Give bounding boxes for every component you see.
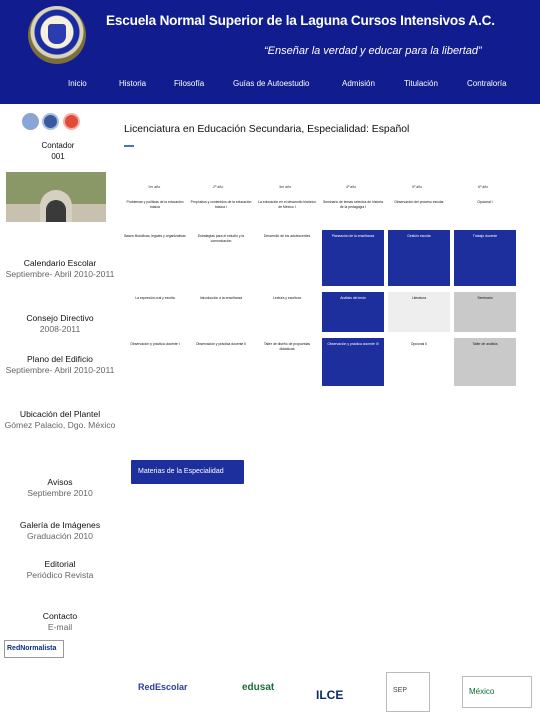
curriculum-cell: Propósitos y contenidos de la educación básica I (190, 200, 252, 209)
main-nav (0, 74, 540, 104)
curriculum-cell: Problemas y políticas de la educación básica (126, 200, 184, 209)
materias-especialidad-button[interactable]: Materias de la Especialidad (131, 460, 244, 484)
partner-logos (0, 636, 540, 720)
sidebar-ubicacion[interactable]: Ubicación del Plantel Gómez Palacio, Dgo. México (4, 409, 116, 430)
ilce-logo[interactable]: ILCE (316, 688, 344, 702)
sidebar-avisos[interactable]: Avisos Septiembre 2010 (27, 477, 93, 498)
sep-logo[interactable]: SEP (386, 672, 430, 712)
curriculum-cell: Literatura (388, 292, 450, 332)
semester-2: 2º año (213, 185, 224, 189)
sidebar-contacto[interactable]: Contacto E-mail (42, 611, 78, 632)
facebook-icon[interactable] (22, 113, 39, 130)
sidebar-calendario[interactable]: Calendario Escolar Septiembre- Abril 2010-2011 (5, 258, 115, 279)
curriculum-cell: Taller de análisis (454, 338, 516, 386)
mexico-logo[interactable]: México (462, 676, 532, 708)
heading-underline (124, 145, 134, 147)
counter-value: 001 (51, 152, 65, 161)
curriculum-cell: Observación del proceso escolar (394, 200, 444, 204)
twitter-icon[interactable] (42, 113, 59, 130)
school-logo (28, 6, 86, 64)
nav-inicio[interactable]: Inicio (68, 79, 87, 88)
curriculum-cell: Taller de diseño de propuestas didácticas (263, 342, 311, 351)
nav-historia[interactable]: Historia (119, 79, 147, 88)
curriculum-cell: Introducción a la enseñanza (199, 296, 243, 300)
sidebar-plano[interactable]: Plano del Edificio Septiembre- Abril 2010-2011 (5, 354, 115, 375)
sidebar-consejo[interactable]: Consejo Directivo 2008-2011 (26, 313, 94, 334)
visit-counter (32, 140, 84, 162)
semester-1: 1er año (148, 185, 161, 189)
nav-contraloria[interactable]: Contraloría (467, 79, 507, 88)
sidebar-galeria[interactable]: Galería de Imágenes Graduación 2010 (19, 520, 101, 541)
sidebar-editorial[interactable]: Editorial Periódico Revista (26, 559, 94, 580)
curriculum-cell: Análisis del texto (322, 292, 384, 332)
nav-filosofia[interactable]: Filosofía (174, 79, 205, 88)
curriculum-cell: Trabajo docente (454, 230, 516, 286)
semester-6: 6º año (478, 185, 489, 189)
rednormalista-logo[interactable]: RedNormalista (4, 640, 64, 658)
curriculum-cell: La expresión oral y escrita (135, 296, 175, 300)
curriculum-cell: Planeación de la enseñanza (322, 230, 384, 286)
curriculum-cell: Opcional II (410, 342, 428, 346)
curriculum-cell: Seminario de temas selectos de historia de la pedagogía I (322, 200, 384, 209)
nav-titulacion[interactable]: Titulación (404, 79, 438, 88)
edusat-logo[interactable]: edusat (242, 682, 275, 693)
curriculum-cell: Desarrollo de los adolescentes (263, 234, 311, 238)
curriculum-cell: La educación en el desarrollo histórico de México I (258, 200, 316, 209)
curriculum-cell: Observación y práctica docente II (195, 342, 247, 346)
semester-4: 4º año (346, 185, 357, 189)
curriculum-cell: Bases filosóficas, legales y organizativas (124, 234, 186, 238)
curriculum-cell: Gestión escolar (388, 230, 450, 286)
curriculum-cell: Lectura y escritura (273, 296, 301, 300)
page-title: Licenciatura en Educación Secundaria, Especialidad: Español (124, 124, 410, 135)
site-title: Escuela Normal Superior de la Laguna Cursos Intensivos A.C. (106, 13, 495, 28)
nav-admision[interactable]: Admisión (342, 79, 375, 88)
counter-label: Contador (41, 141, 75, 150)
youtube-icon[interactable] (63, 113, 80, 130)
site-header (0, 0, 540, 74)
curriculum-cell: Estrategias para el estudio y la comunicación (197, 234, 245, 243)
curriculum-cell: Opcional I (477, 200, 493, 204)
curriculum-cell: Seminario (454, 292, 516, 332)
nav-guias[interactable]: Guías de Autoestudio (233, 79, 310, 88)
school-photo (6, 172, 106, 222)
semester-3: 3er año (279, 185, 292, 189)
curriculum-cell: Observación y práctica docente III (322, 338, 384, 386)
curriculum-cell: Observación y práctica docente I (130, 342, 180, 346)
redescolar-logo[interactable]: RedEscolar (138, 682, 188, 692)
site-motto: “Enseñar la verdad y educar para la libertad” (264, 45, 482, 57)
semester-5: 5º año (412, 185, 423, 189)
